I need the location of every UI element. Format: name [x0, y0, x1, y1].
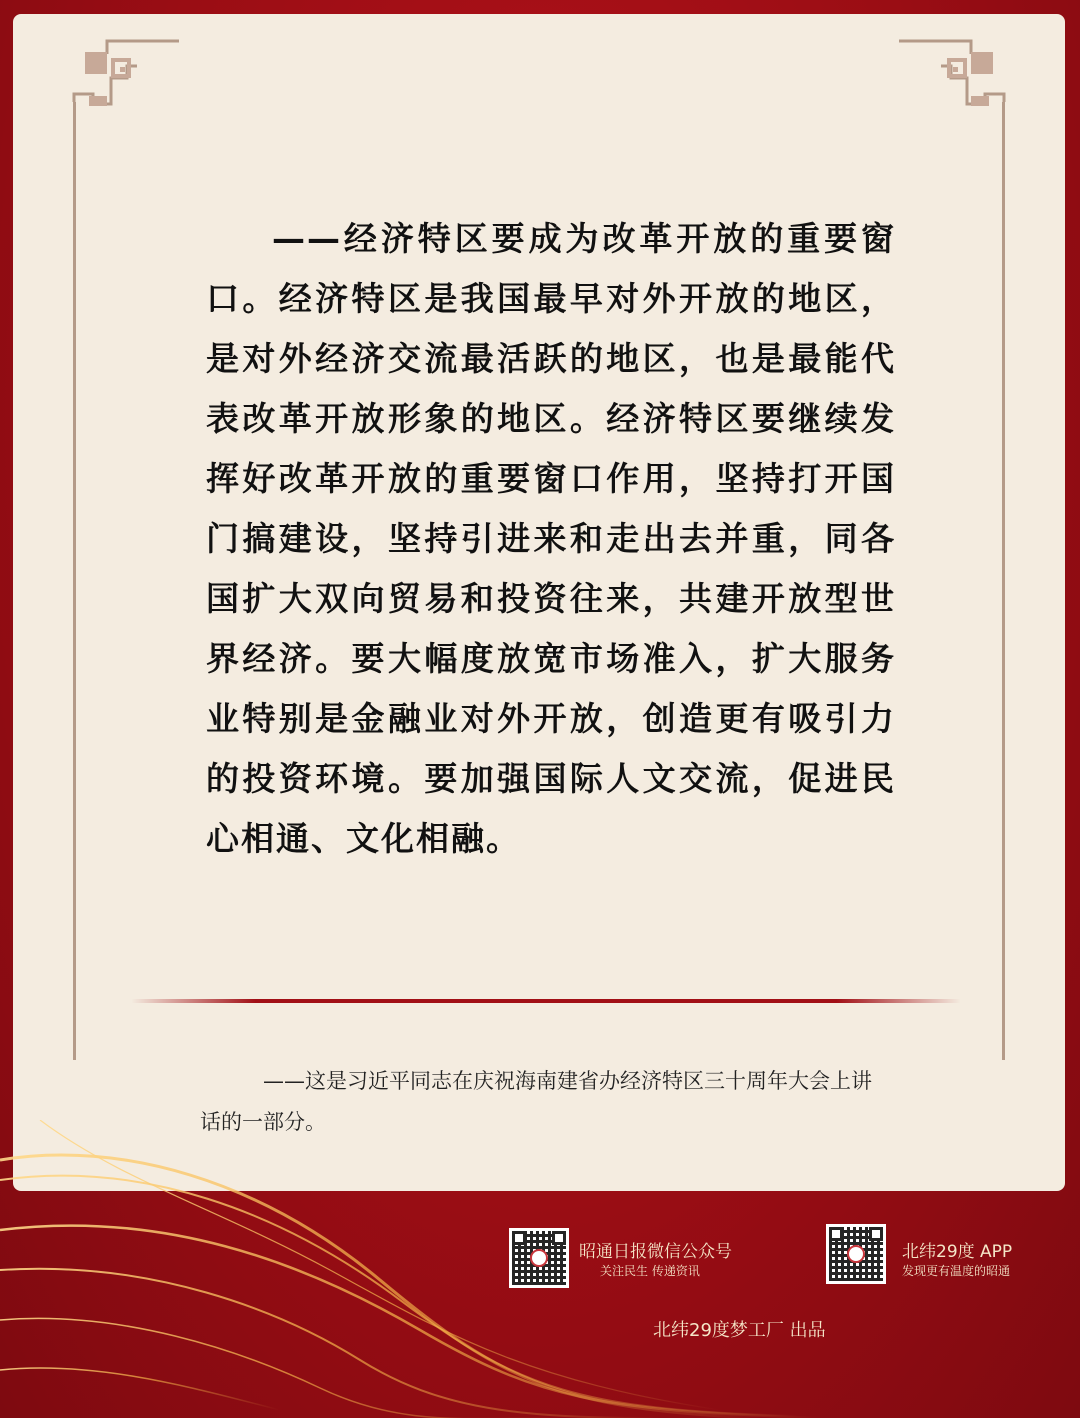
promo-right-title: 北纬29度 APP: [902, 1242, 1013, 1262]
content-card: [13, 14, 1065, 1191]
article-caption: ——这是习近平同志在庆祝海南建省办经济特区三十周年大会上讲话的一部分。: [200, 1069, 872, 1134]
promo-left-subtitle: 关注民生 传递资讯: [600, 1264, 700, 1278]
publisher-credit: 北纬29度梦工厂 出品: [653, 1320, 826, 1341]
promo-right-subtitle: 发现更有温度的昭通: [902, 1264, 1011, 1278]
qr-code-icon: [829, 1227, 883, 1281]
qr-code-right[interactable]: [826, 1224, 886, 1284]
frame-line-right: [1002, 102, 1005, 1060]
section-divider: [131, 999, 961, 1003]
corner-ornament-top-right: [887, 38, 1007, 108]
frame-line-left: [73, 102, 76, 1060]
corner-ornament-top-left: [71, 38, 191, 108]
article-paragraph: ——经济特区要成为改革开放的重要窗口。经济特区是我国最早对外开放的地区，是对外经济交流最活跃的地区，也是最能代表改革开放形象的地区。经济特区要继续发挥好改革开放的重要窗口作用，坚持打开国门搞建设，坚持引进来和走出去并重，同各国扩大双向贸易和投资往来，共建开放型世界经济。要大幅度放宽市场准入，扩大服务业特别是金融业对外开放，创造更有吸引力的投资环境。要加强国际人文交流，促进民心相通、文化相融。: [206, 219, 896, 858]
promo-left-title: 昭通日报微信公众号: [579, 1242, 732, 1262]
qr-code-left[interactable]: [509, 1228, 569, 1288]
qr-code-icon: [512, 1231, 566, 1285]
